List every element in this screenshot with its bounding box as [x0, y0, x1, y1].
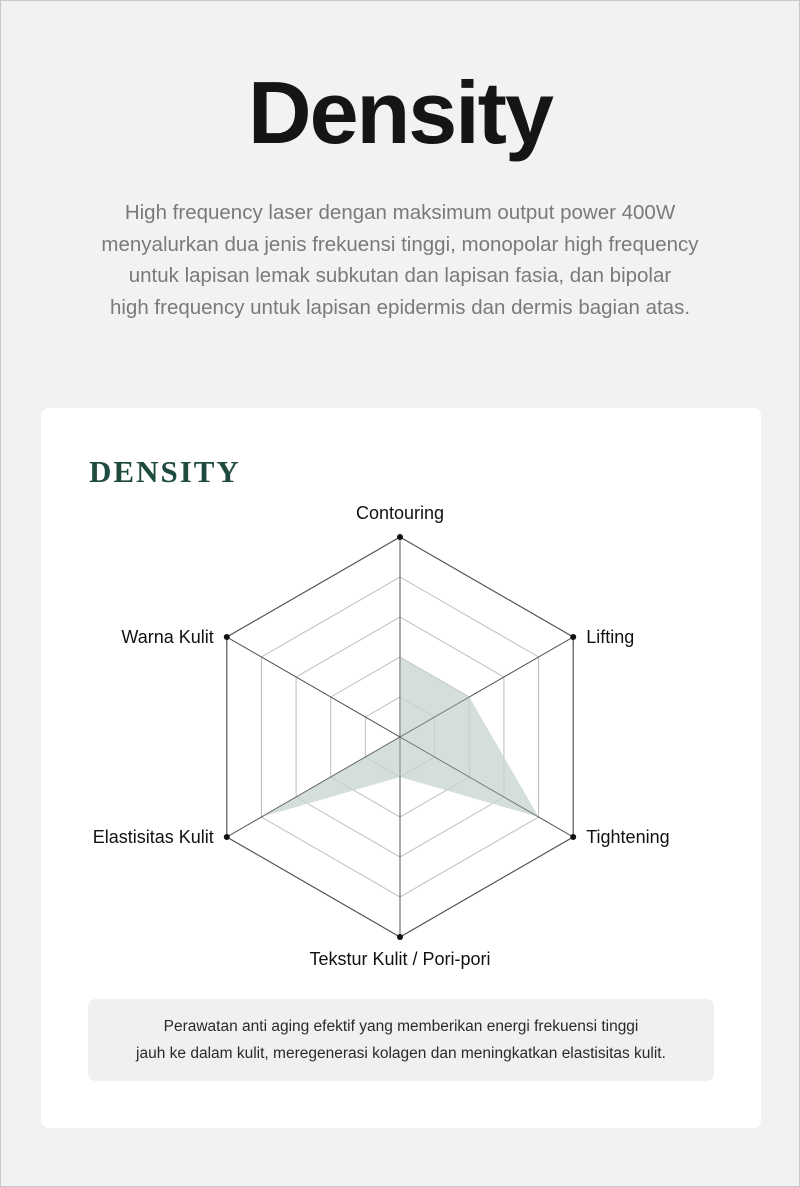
- page-title: Density: [248, 63, 552, 162]
- radar-area: [227, 537, 573, 937]
- radar-axis-label: Lifting: [586, 627, 635, 647]
- radar-axis-label: Tekstur Kulit / Pori-pori: [309, 949, 491, 969]
- intro-line: menyalurkan dua jenis frekuensi tinggi, monopolar high frequency: [101, 232, 699, 256]
- radar-axis-label: Contouring: [355, 503, 445, 523]
- radar-vertex-dot: [224, 634, 230, 640]
- card-title: DENSITY: [89, 454, 241, 489]
- note-line: Perawatan anti aging efektif yang memberikan energi frekuensi tinggi: [163, 1018, 639, 1035]
- radar-spoke-overlay: [227, 637, 400, 737]
- intro-line: high frequency untuk lapisan epidermis dan dermis bagian atas.: [109, 295, 691, 319]
- radar-vertex-dot: [397, 934, 403, 940]
- density-card: [41, 408, 761, 1128]
- radar-spoke-overlay: [227, 737, 400, 837]
- intro-line: High frequency laser dengan maksimum output power 400W: [124, 201, 676, 224]
- intro-paragraph: [41, 197, 759, 323]
- description-note: [88, 999, 714, 1081]
- intro-line: untuk lapisan lemak subkutan dan lapisan fasia, dan bipolar: [128, 264, 672, 287]
- radar-axis-labels: [93, 503, 670, 969]
- note-line: jauh ke dalam kulit, meregenerasi kolagen dan meningkatkan elastisitas kulit.: [136, 1045, 666, 1062]
- radar-axis-label: Tightening: [586, 827, 670, 847]
- radar-vertex-dot: [570, 834, 576, 840]
- radar-vertex-dot: [224, 834, 230, 840]
- radar-vertex-dot: [570, 634, 576, 640]
- radar-vertex-dot: [397, 534, 403, 540]
- radar-axis-label: Warna Kulit: [121, 627, 214, 647]
- radar-chart: [41, 408, 761, 988]
- radar-axis-label: Elastisitas Kulit: [92, 827, 214, 847]
